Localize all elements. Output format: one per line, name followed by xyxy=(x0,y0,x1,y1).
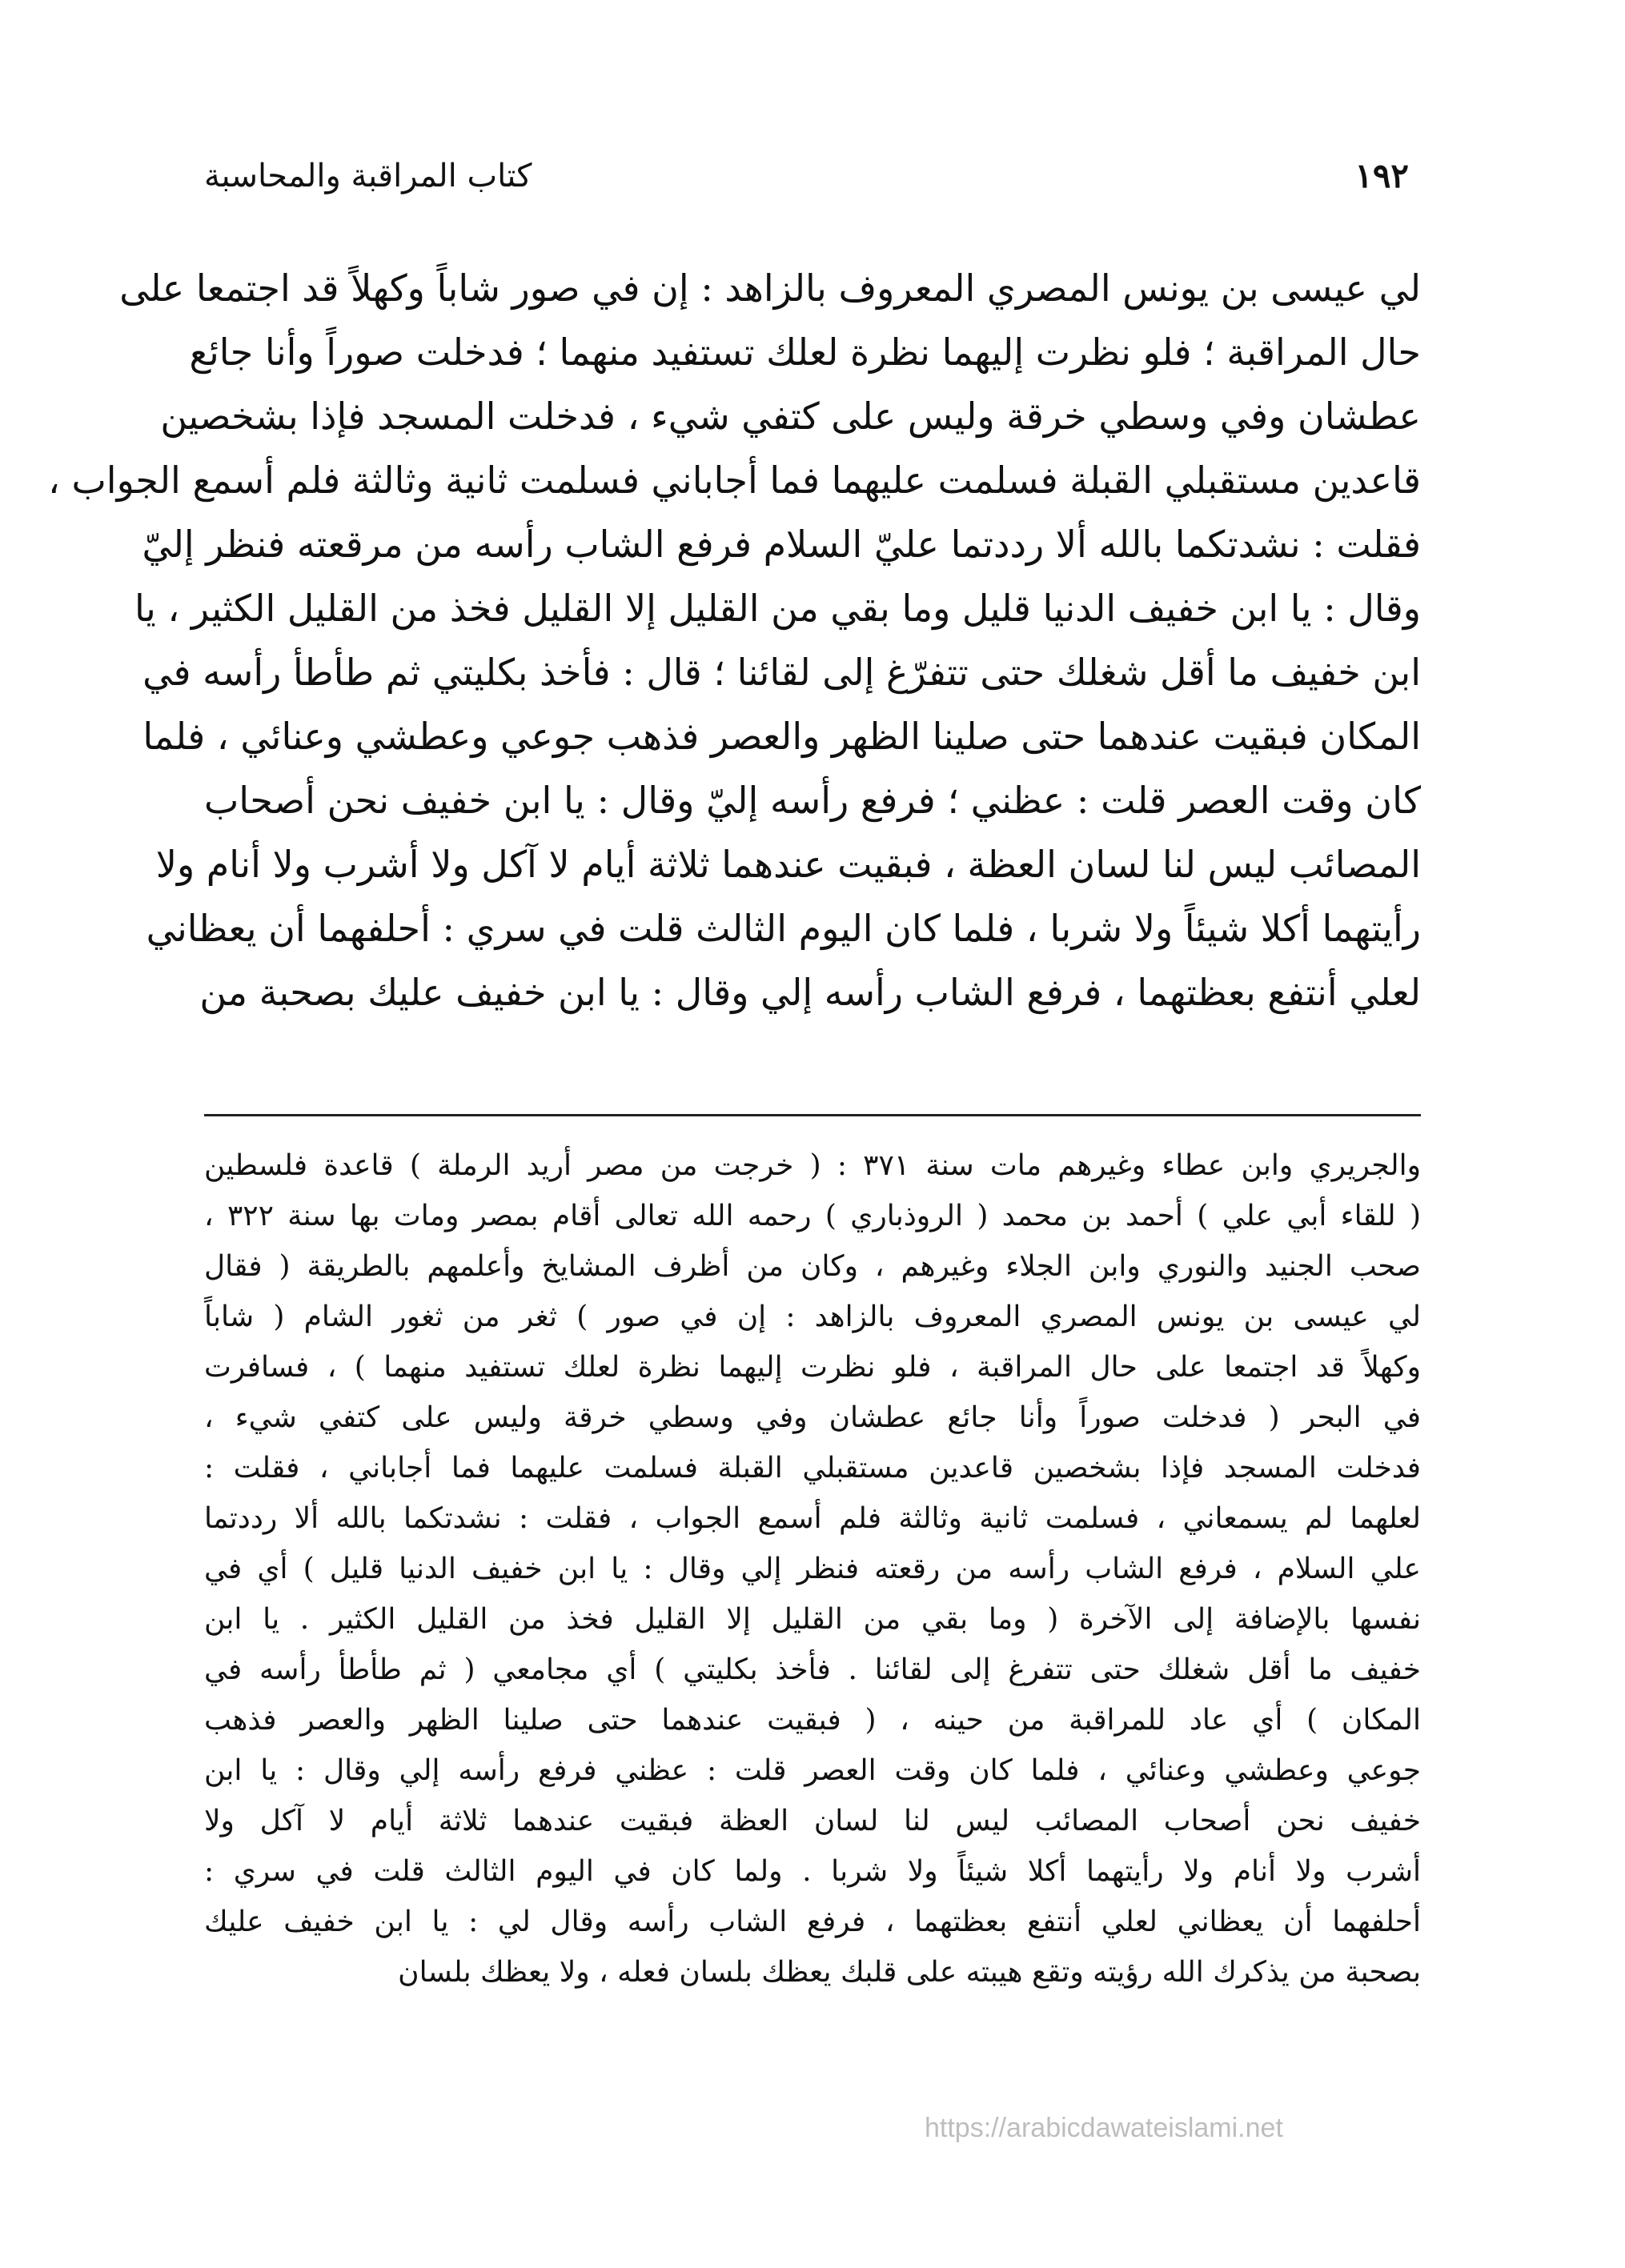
footnote-line: وكهلاً قد اجتمعا على حال المراقبة ، فلو نظرت إليهما نظرة لعلك تستفيد منهما ) ، فسافرت xyxy=(204,1351,1421,1384)
footnote-line: والجريري وابن عطاء وغيرهم مات سنة ٣٧١ : ( خرجت من مصر أريد الرملة ) قاعدة فلسطين xyxy=(204,1149,1421,1182)
main-text-line: وقال : يا ابن خفيف الدنيا قليل وما بقي من القليل إلا القليل فخذ من القليل الكثير ، يا xyxy=(134,587,1421,630)
footnote-line: المكان ) أي عاد للمراقبة من حينه ، ( فبقيت عندهما حتى صلينا الظهر والعصر فذهب xyxy=(204,1704,1421,1737)
page-header xyxy=(204,144,1409,208)
footnote-line: ( للقاء أبي علي ) أحمد بن محمد ( الروذباري ) رحمه الله تعالى أقام بمصر ومات بها سنة ٣٢٢ ، xyxy=(204,1200,1422,1232)
main-text-line: كان وقت العصر قلت : عظني ؛ فرفع رأسه إليّ وقال : يا ابن خفيف نحن أصحاب xyxy=(204,779,1421,822)
footnote-block xyxy=(204,1140,1421,1998)
footnote-line: جوعي وعطشي وعنائي ، فلما كان وقت العصر قلت : عظني فرفع رأسه إلي وقال : يا ابن xyxy=(204,1754,1421,1787)
book-title: كتاب المراقبة والمحاسبة xyxy=(204,158,532,194)
main-text-line: رأيتهما أكلا شيئاً ولا شربا ، فلما كان اليوم الثالث قلت في سري : أحلفهما أن يعظاني xyxy=(146,907,1421,950)
footnote-line: في البحر ( فدخلت صوراً وأنا جائع عطشان وفي وسطي خرقة وليس على كتفي شيء ، xyxy=(204,1401,1421,1434)
main-text-block xyxy=(48,256,1421,1024)
footnote-line: أشرب ولا أنام ولا رأيتهما أكلا شيئاً ولا شربا . ولما كان في اليوم الثالث قلت في سري : xyxy=(204,1855,1421,1888)
main-text-line: فقلت : نشدتكما بالله ألا رددتما عليّ السلام فرفع الشاب رأسه من مرقعته فنظر إليّ xyxy=(142,523,1421,566)
main-text-line: عطشان وفي وسطي خرقة وليس على كتفي شيء ، فدخلت المسجد فإذا بشخصين xyxy=(160,395,1421,438)
watermark-url: https://arabicdawateislami.net xyxy=(925,2113,1283,2143)
footnote-line: خفيف ما أقل شغلك حتى تتفرغ إلى لقائنا . فأخذ بكليتي ) أي مجامعي ( ثم طأطأ رأسه في xyxy=(204,1653,1421,1686)
page-number: ١٩٢ xyxy=(1354,156,1409,195)
footnote-line: علي السلام ، فرفع الشاب رأسه من رقعته فنظر إلي وقال : يا ابن خفيف الدنيا قليل ) أي في xyxy=(204,1553,1421,1585)
main-text-line: حال المراقبة ؛ فلو نظرت إليهما نظرة لعلك تستفيد منهما ؛ فدخلت صوراً وأنا جائع xyxy=(189,331,1421,374)
footnote-line: بصحبة من يذكرك الله رؤيته وتقع هيبته على قلبك يعظك بلسان فعله ، ولا يعظك بلسان xyxy=(398,1956,1421,1989)
footnote-line: أحلفهما أن يعظاني لعلي أنتفع بعظتهما ، فرفع الشاب رأسه وقال لي : يا ابن خفيف عليك xyxy=(204,1905,1421,1938)
main-text-line: المصائب ليس لنا لسان العظة ، فبقيت عندهما ثلاثة أيام لا آكل ولا أشرب ولا أنام ولا xyxy=(155,843,1421,886)
main-text-line: لي عيسى بن يونس المصري المعروف بالزاهد : إن في صور شاباً وكهلاً قد اجتمعا على xyxy=(119,266,1421,310)
footnote-line: خفيف نحن أصحاب المصائب ليس لنا لسان العظة فبقيت عندهما ثلاثة أيام لا آكل ولا xyxy=(204,1805,1421,1837)
footnote-line: نفسها بالإضافة إلى الآخرة ( وما بقي من القليل إلا القليل فخذ من القليل الكثير . يا ابن xyxy=(204,1603,1421,1636)
main-text-line: ابن خفيف ما أقل شغلك حتى تتفرّغ إلى لقائنا ؛ قال : فأخذ بكليتي ثم طأطأ رأسه في xyxy=(142,651,1421,694)
main-text-line: قاعدين مستقبلي القبلة فسلمت عليهما فما أجاباني فسلمت ثانية وثالثة فلم أسمع الجواب ، xyxy=(48,459,1421,502)
footnote-divider xyxy=(204,1114,1421,1116)
main-text-line: لعلي أنتفع بعظتهما ، فرفع الشاب رأسه إلي وقال : يا ابن خفيف عليك بصحبة من xyxy=(199,971,1421,1014)
footnote-line: صحب الجنيد والنوري وابن الجلاء وغيرهم ، وكان من أظرف المشايخ وأعلمهم بالطريقة ( فقال xyxy=(204,1250,1422,1283)
footnote-line: لي عيسى بن يونس المصري المعروف بالزاهد : إن في صور ) ثغر من ثغور الشام ( شاباً xyxy=(204,1300,1421,1333)
footnote-line: فدخلت المسجد فإذا بشخصين قاعدين مستقبلي القبلة فسلمت عليهما فما أجاباني ، فقلت : xyxy=(204,1452,1421,1485)
footnote-line: لعلهما لم يسمعاني ، فسلمت ثانية وثالثة فلم أسمع الجواب ، فقلت : نشدتكما بالله ألا رددتما xyxy=(204,1502,1421,1535)
main-text-line: المكان فبقيت عندهما حتى صلينا الظهر والعصر فذهب جوعي وعطشي وعنائي ، فلما xyxy=(142,715,1421,758)
